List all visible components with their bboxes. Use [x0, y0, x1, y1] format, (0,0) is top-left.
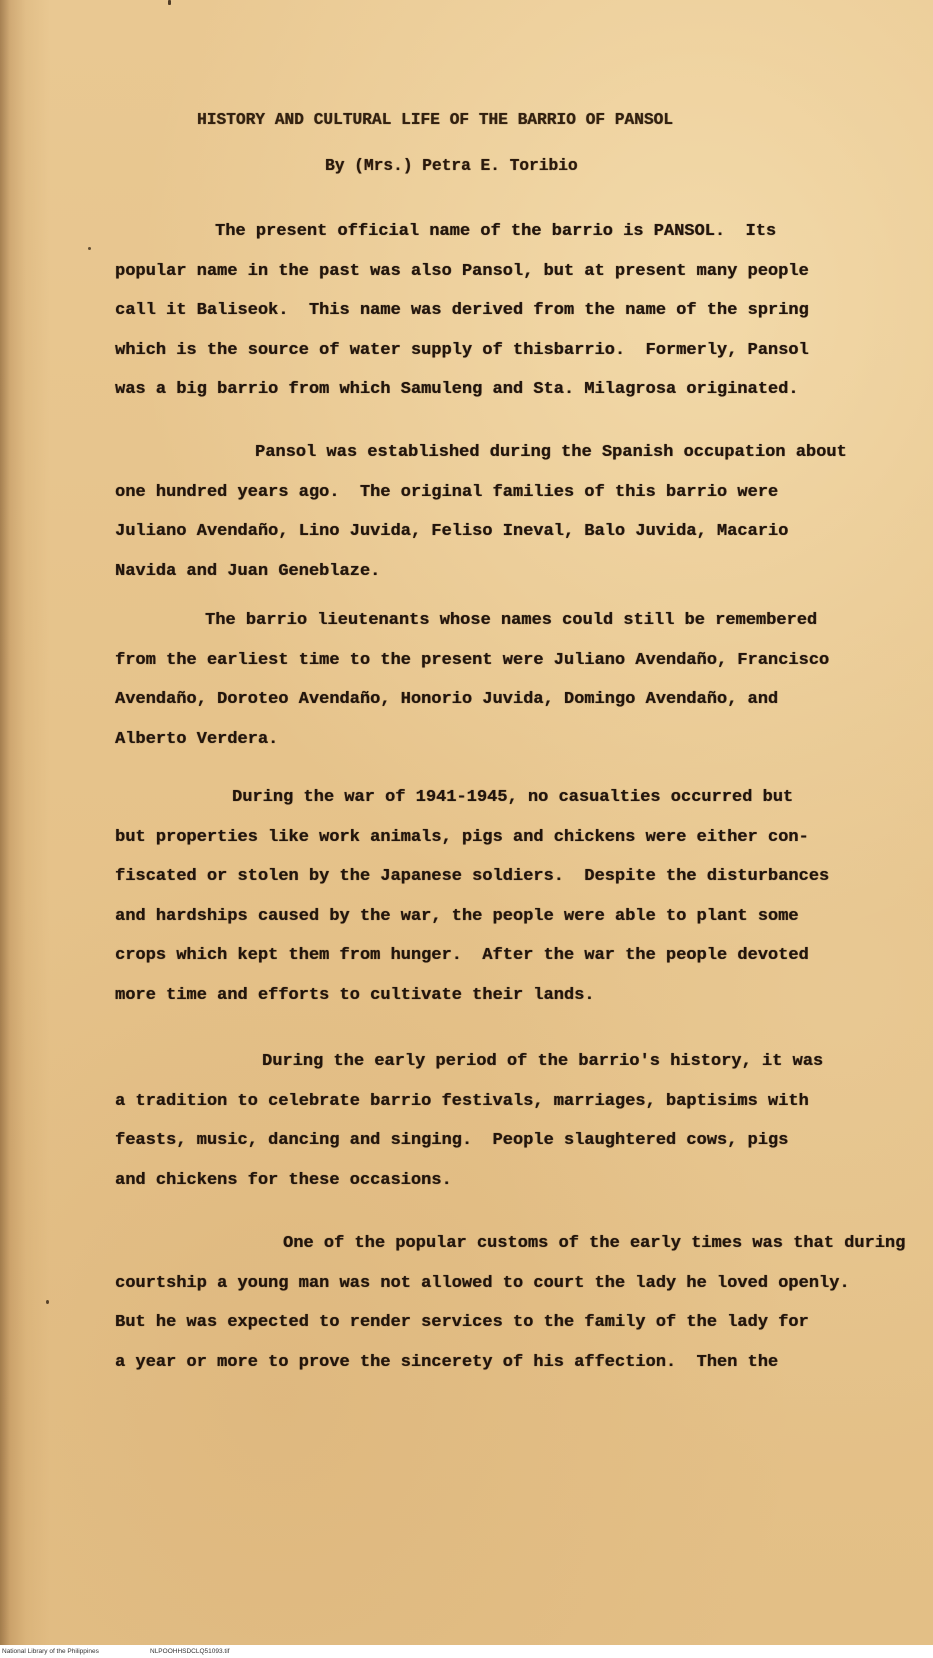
scan-footer [0, 1645, 933, 1658]
text-line: call it Baliseok. This name was derived from the name of the spring [115, 301, 809, 321]
text-line: The barrio lieutenants whose names could still be remembered [205, 611, 818, 630]
text-line: a tradition to celebrate barrio festivals, marriages, baptisims with [115, 1091, 809, 1111]
text-line: a year or more to prove the sincerety of his affection. Then the [115, 1352, 779, 1372]
text-line: and hardships caused by the war, the people were able to plant some [115, 906, 799, 926]
text-line: popular name in the past was also Pansol, but at present many people [115, 261, 809, 281]
ink-mark [168, 0, 171, 5]
paragraph-5 [115, 1042, 823, 1200]
text-line: from the earliest time to the present were Juliano Avendaño, Francisco [115, 650, 830, 670]
text-line: But he was expected to render services to the family of the lady for [115, 1313, 809, 1333]
text-line: feasts, music, dancing and singing. People slaughtered cows, pigs [115, 1131, 789, 1151]
paragraph-2 [115, 433, 847, 591]
paragraph-3 [115, 601, 829, 759]
text-line: Juliano Avendaño, Lino Juvida, Feliso Ineval, Balo Juvida, Macario [115, 522, 789, 542]
ink-dot [88, 247, 91, 250]
text-line: crops which kept them from hunger. After the war the people devoted [115, 946, 809, 966]
text-line: but properties like work animals, pigs and chickens were either con- [115, 827, 809, 847]
text-line: Pansol was established during the Spanish occupation about [255, 443, 847, 462]
document-title: HISTORY AND CULTURAL LIFE OF THE BARRIO OF PANSOL [197, 111, 673, 129]
text-line: Navida and Juan Geneblaze. [115, 561, 381, 581]
paragraph-6 [115, 1224, 905, 1382]
text-line: was a big barrio from which Samuleng and Sta. Milagrosa originated. [115, 380, 799, 400]
text-line: courtship a young man was not allowed to court the lady he loved openly. [115, 1273, 850, 1293]
text-line: During the war of 1941-1945, no casualties occurred but [232, 788, 794, 807]
text-line: and chickens for these occasions. [115, 1170, 452, 1190]
text-line: Alberto Verdera. [115, 729, 279, 749]
text-line: one hundred years ago. The original families of this barrio were [115, 482, 779, 502]
text-line: During the early period of the barrio's history, it was [262, 1052, 824, 1071]
footer-filename: NLPOOHHSDCLQ51093.tif [150, 1648, 230, 1655]
text-line: fiscated or stolen by the Japanese soldiers. Despite the disturbances [115, 867, 830, 887]
paragraph-4 [115, 778, 829, 1016]
text-line: One of the popular customs of the early times was that during [283, 1234, 906, 1253]
text-line: The present official name of the barrio is PANSOL. Its [215, 222, 777, 241]
footer-library-name: National Library of the Philippines [2, 1648, 99, 1655]
text-line: more time and efforts to cultivate their lands. [115, 985, 595, 1005]
ink-dot [46, 1300, 49, 1304]
paragraph-1 [115, 212, 809, 410]
text-line: which is the source of water supply of thisbarrio. Formerly, Pansol [115, 340, 809, 360]
document-byline: By (Mrs.) Petra E. Toribio [325, 157, 578, 175]
text-line: Avendaño, Doroteo Avendaño, Honorio Juvida, Domingo Avendaño, and [115, 690, 779, 710]
